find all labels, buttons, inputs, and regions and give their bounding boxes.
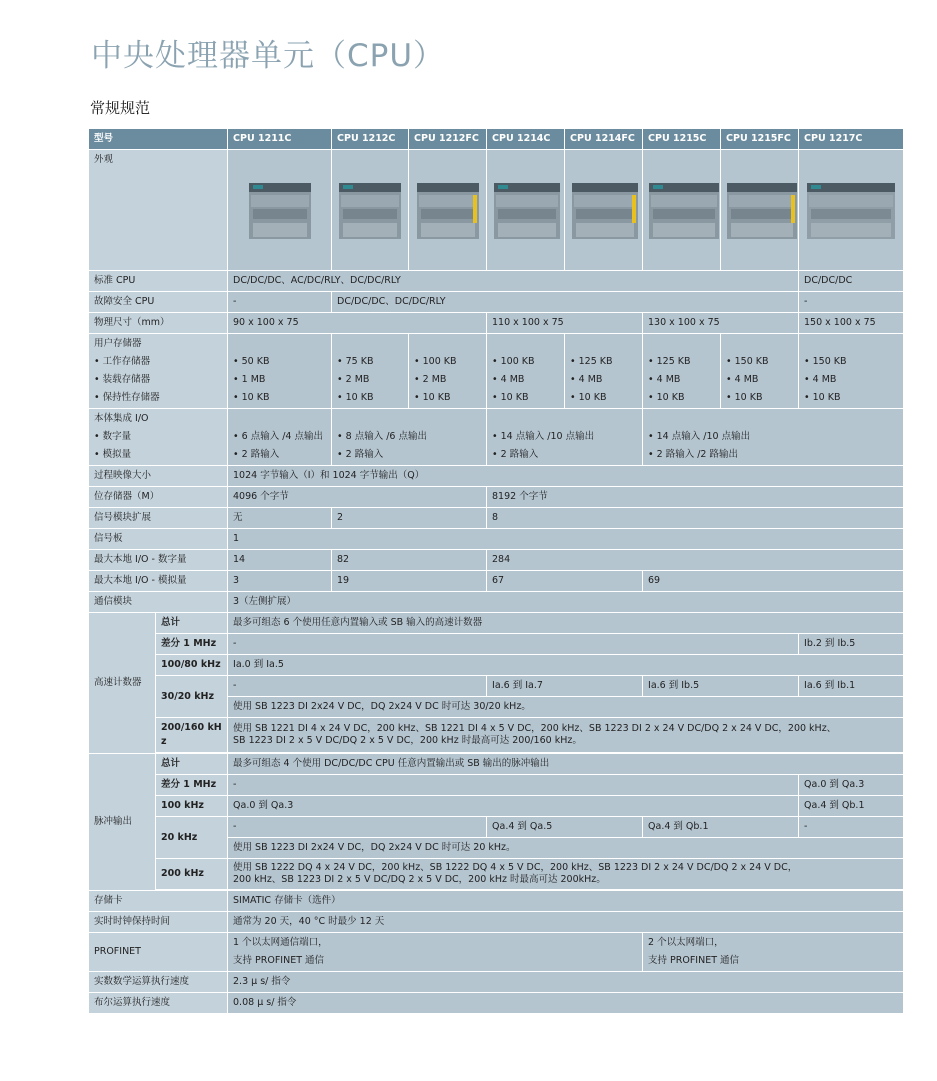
sub-label: 总计 — [156, 613, 228, 634]
cell-line: • 14 点输入 /10 点输出 — [492, 431, 595, 442]
table-row — [89, 313, 904, 334]
table-row — [89, 817, 904, 838]
cell — [565, 334, 643, 409]
model-header: CPU 1215C — [643, 129, 721, 150]
cell: Ia.6 到 Ib.5 — [643, 676, 799, 697]
page-subtitle: 常规规范 — [90, 99, 151, 117]
cell-line: • 4 MB — [804, 374, 837, 385]
cell — [228, 859, 904, 890]
table-row — [89, 993, 904, 1014]
row-label: 过程映像大小 — [89, 466, 228, 487]
group-label: 脉冲输出 — [89, 754, 156, 891]
table-row — [89, 655, 904, 676]
cell: DC/DC/DC、AC/DC/RLY、DC/DC/RLY — [228, 271, 799, 292]
row-label: 标准 CPU — [89, 271, 228, 292]
table-row — [89, 487, 904, 508]
cell — [228, 933, 643, 972]
cpu-image-cell — [565, 150, 643, 271]
cell: 1024 字节输入（I）和 1024 字节输出（Q） — [228, 466, 904, 487]
table-row — [89, 571, 904, 592]
cell: 69 — [643, 571, 904, 592]
row-label: 实数数学运算执行速度 — [89, 972, 228, 993]
cpu-module-image — [415, 179, 481, 241]
cell: 4096 个字节 — [228, 487, 487, 508]
cell-line: • 14 点输入 /10 点输出 — [648, 431, 751, 442]
cell-line: • 6 点输入 /4 点输出 — [233, 431, 323, 442]
cell-line: • 2 路输入 /2 路输出 — [648, 449, 738, 460]
cell-line: • 8 点输入 /6 点输出 — [337, 431, 427, 442]
cell-line: • 4 MB — [648, 374, 681, 385]
appearance-row — [89, 150, 904, 271]
row-sublabel: • 工作存储器 — [94, 356, 151, 367]
cell: Ib.2 到 Ib.5 — [799, 634, 904, 655]
cell-line: SB 1223 DI 2 x 5 V DC/DQ 2 x 5 V DC，200 kHz 时最高可达 200/160 kHz。 — [233, 735, 582, 746]
cell-line: • 10 KB — [492, 392, 529, 403]
cell: - — [799, 292, 904, 313]
table-row — [89, 550, 904, 571]
cell: 110 x 100 x 75 — [487, 313, 643, 334]
cell — [228, 409, 332, 466]
table-row — [89, 508, 904, 529]
cell-line: • 2 路输入 — [337, 449, 384, 460]
cell-line: • 10 KB — [233, 392, 270, 403]
cell-line: • 100 KB — [414, 356, 457, 367]
cell: Qa.4 到 Qa.5 — [487, 817, 643, 838]
table-row — [89, 466, 904, 487]
header-row — [89, 129, 904, 150]
cell-line: • 10 KB — [414, 392, 451, 403]
model-header: CPU 1211C — [228, 129, 332, 150]
cell: Ia.0 到 Ia.5 — [228, 655, 904, 676]
cell-line: • 4 MB — [492, 374, 525, 385]
sub-label: 差分 1 MHz — [156, 634, 228, 655]
row-label: 外观 — [89, 150, 228, 271]
cpu-module-image — [726, 179, 798, 241]
table-row — [89, 634, 904, 655]
cell — [228, 718, 904, 753]
table-row — [89, 592, 904, 613]
row-label: PROFINET — [89, 933, 228, 972]
table-row — [89, 775, 904, 796]
cell: Qa.0 到 Qa.3 — [228, 796, 799, 817]
sub-label: 200/160 kHz — [156, 718, 228, 753]
sub-label: 100 kHz — [156, 796, 228, 817]
cell — [487, 334, 565, 409]
cell-line: 2 个以太网端口， — [648, 937, 724, 948]
cell: - — [799, 817, 904, 838]
cell: SIMATIC 存储卡（选件） — [228, 891, 904, 912]
cell: Qa.4 到 Qb.1 — [799, 796, 904, 817]
row-label-title: 用户存储器 — [94, 338, 142, 349]
cell-line: • 4 MB — [726, 374, 759, 385]
cell — [643, 409, 904, 466]
cell: - — [228, 292, 332, 313]
sub-label: 30/20 kHz — [156, 676, 228, 718]
cell-line: 支持 PROFINET 通信 — [233, 955, 325, 966]
cpu-module-image — [805, 179, 897, 241]
table-row — [89, 676, 904, 697]
cell: Qa.4 到 Qb.1 — [643, 817, 799, 838]
row-label: 实时时钟保持时间 — [89, 912, 228, 933]
model-header: CPU 1214FC — [565, 129, 643, 150]
cpu-module-image — [247, 179, 313, 241]
cell: - — [228, 817, 487, 838]
header-label: 型号 — [89, 129, 228, 150]
row-label: 物理尺寸（mm） — [89, 313, 228, 334]
row-label: 最大本地 I/O - 数字量 — [89, 550, 228, 571]
cell — [643, 334, 721, 409]
model-header: CPU 1217C — [799, 129, 904, 150]
cell — [643, 933, 904, 972]
cell-line: 使用 SB 1222 DQ 4 x 24 V DC，200 kHz、SB 1222 DQ 4 x 5 V DC，200 kHz、SB 1223 DI 2 x 24 V DC/DQ 2 x 24 V DC， — [233, 862, 798, 873]
table-row — [89, 859, 904, 890]
cell-line: • 1 MB — [233, 374, 266, 385]
cell-line: 200 kHz、SB 1223 DI 2 x 5 V DC/DQ 2 x 5 V DC，200 kHz 时最高可达 200kHz。 — [233, 874, 606, 885]
cell-line: • 2 MB — [337, 374, 370, 385]
cell — [487, 409, 643, 466]
table-row — [89, 613, 904, 634]
cell: DC/DC/DC — [799, 271, 904, 292]
model-header: CPU 1212C — [332, 129, 409, 150]
cpu-module-image — [570, 179, 640, 241]
cell — [332, 334, 409, 409]
cell-line: • 150 KB — [804, 356, 847, 367]
row-sublabel: • 保持性存储器 — [94, 392, 160, 403]
cell-line: • 10 KB — [804, 392, 841, 403]
cell: 67 — [487, 571, 643, 592]
cell: - — [228, 676, 487, 697]
cell: Qa.0 到 Qa.3 — [799, 775, 904, 796]
cell-line: 1 个以太网通信端口， — [233, 937, 328, 948]
cell: Ia.6 到 Ib.1 — [799, 676, 904, 697]
cell-line: • 125 KB — [648, 356, 691, 367]
sub-label: 100/80 kHz — [156, 655, 228, 676]
model-header: CPU 1212FC — [409, 129, 487, 150]
row-label: 布尔运算执行速度 — [89, 993, 228, 1014]
table-row — [89, 334, 904, 409]
cpu-image-cell — [721, 150, 799, 271]
sub-label: 20 kHz — [156, 817, 228, 859]
cell: - — [228, 775, 799, 796]
cell: 通常为 20 天，40 °C 时最少 12 天 — [228, 912, 904, 933]
cell-line: 使用 SB 1221 DI 4 x 24 V DC，200 kHz、SB 1221 DI 4 x 5 V DC，200 kHz、SB 1223 DI 2 x 24 V DC/DQ 2 x 24 V DC，200 kHz、 — [233, 723, 837, 734]
cell — [228, 334, 332, 409]
cpu-image-cell — [799, 150, 904, 271]
table-row — [89, 718, 904, 753]
cell-line: • 10 KB — [648, 392, 685, 403]
sub-label: 200 kHz — [156, 859, 228, 890]
cell-line: • 10 KB — [337, 392, 374, 403]
cell — [409, 334, 487, 409]
row-label: 最大本地 I/O - 模拟量 — [89, 571, 228, 592]
row-label: 通信模块 — [89, 592, 228, 613]
cell-line: 支持 PROFINET 通信 — [648, 955, 740, 966]
cell-line: • 2 MB — [414, 374, 447, 385]
cell: Ia.6 到 Ia.7 — [487, 676, 643, 697]
cell: 82 — [332, 550, 487, 571]
row-label — [89, 334, 228, 409]
cell: 19 — [332, 571, 487, 592]
sub-label: 差分 1 MHz — [156, 775, 228, 796]
cell — [721, 334, 799, 409]
cell: 8192 个字节 — [487, 487, 904, 508]
row-label: 信号板 — [89, 529, 228, 550]
cell: 2.3 μ s/ 指令 — [228, 972, 904, 993]
table-row — [89, 891, 904, 912]
model-header: CPU 1214C — [487, 129, 565, 150]
row-label: 位存储器（M） — [89, 487, 228, 508]
cell: 90 x 100 x 75 — [228, 313, 487, 334]
table-row — [89, 972, 904, 993]
row-sublabel: • 装载存储器 — [94, 374, 151, 385]
row-label: 信号模块扩展 — [89, 508, 228, 529]
table-row — [89, 933, 904, 972]
cell-line: • 75 KB — [337, 356, 374, 367]
group-label: 高速计数器 — [89, 613, 156, 754]
cell: 使用 SB 1223 DI 2x24 V DC，DQ 2x24 V DC 时可达 30/20 kHz。 — [228, 697, 904, 718]
cell: 无 — [228, 508, 332, 529]
table-row — [89, 912, 904, 933]
cell: 3 — [228, 571, 332, 592]
cell — [332, 409, 487, 466]
cell-line: • 10 KB — [570, 392, 607, 403]
cell: 14 — [228, 550, 332, 571]
row-label — [89, 409, 228, 466]
sub-label: 总计 — [156, 754, 228, 775]
cell: 1 — [228, 529, 904, 550]
row-label: 故障安全 CPU — [89, 292, 228, 313]
row-sublabel: • 模拟量 — [94, 449, 132, 460]
table-row — [89, 754, 904, 775]
cell-line: • 50 KB — [233, 356, 270, 367]
cell: DC/DC/DC、DC/DC/RLY — [332, 292, 799, 313]
cell-line: • 4 MB — [570, 374, 603, 385]
cpu-image-cell — [332, 150, 409, 271]
cell: 2 — [332, 508, 487, 529]
cell: 0.08 μ s/ 指令 — [228, 993, 904, 1014]
row-label: 存储卡 — [89, 891, 228, 912]
table-row — [89, 796, 904, 817]
cpu-image-cell — [643, 150, 721, 271]
cell: 最多可组态 6 个使用任意内置输入或 SB 输入的高速计数器 — [228, 613, 904, 634]
table-row — [89, 292, 904, 313]
cell-line: • 10 KB — [726, 392, 763, 403]
cell: - — [228, 634, 799, 655]
cell: 3（左侧扩展） — [228, 592, 904, 613]
cpu-image-cell — [228, 150, 332, 271]
cell-line: • 2 路输入 — [233, 449, 280, 460]
cpu-module-image — [648, 179, 720, 241]
table-row — [89, 529, 904, 550]
cell: 使用 SB 1223 DI 2x24 V DC，DQ 2x24 V DC 时可达 20 kHz。 — [228, 838, 904, 859]
cell: 150 x 100 x 75 — [799, 313, 904, 334]
cpu-image-cell — [409, 150, 487, 271]
cpu-module-image — [492, 179, 562, 241]
cpu-module-image — [337, 179, 403, 241]
cell-line: • 150 KB — [726, 356, 769, 367]
cell — [799, 334, 904, 409]
cell-line: • 100 KB — [492, 356, 535, 367]
table-row — [89, 409, 904, 466]
spec-table — [88, 128, 904, 1014]
row-label-title: 本体集成 I/O — [94, 413, 149, 424]
cell: 130 x 100 x 75 — [643, 313, 799, 334]
row-sublabel: • 数字量 — [94, 431, 132, 442]
cell: 284 — [487, 550, 904, 571]
page-title: 中央处理器单元（CPU） — [91, 38, 446, 74]
cell: 8 — [487, 508, 904, 529]
model-header: CPU 1215FC — [721, 129, 799, 150]
cell: 最多可组态 4 个使用 DC/DC/DC CPU 任意内置输出或 SB 输出的脉冲输出 — [228, 754, 904, 775]
cell-line: • 2 路输入 — [492, 449, 539, 460]
cell-line: • 125 KB — [570, 356, 613, 367]
cpu-image-cell — [487, 150, 565, 271]
table-row — [89, 271, 904, 292]
